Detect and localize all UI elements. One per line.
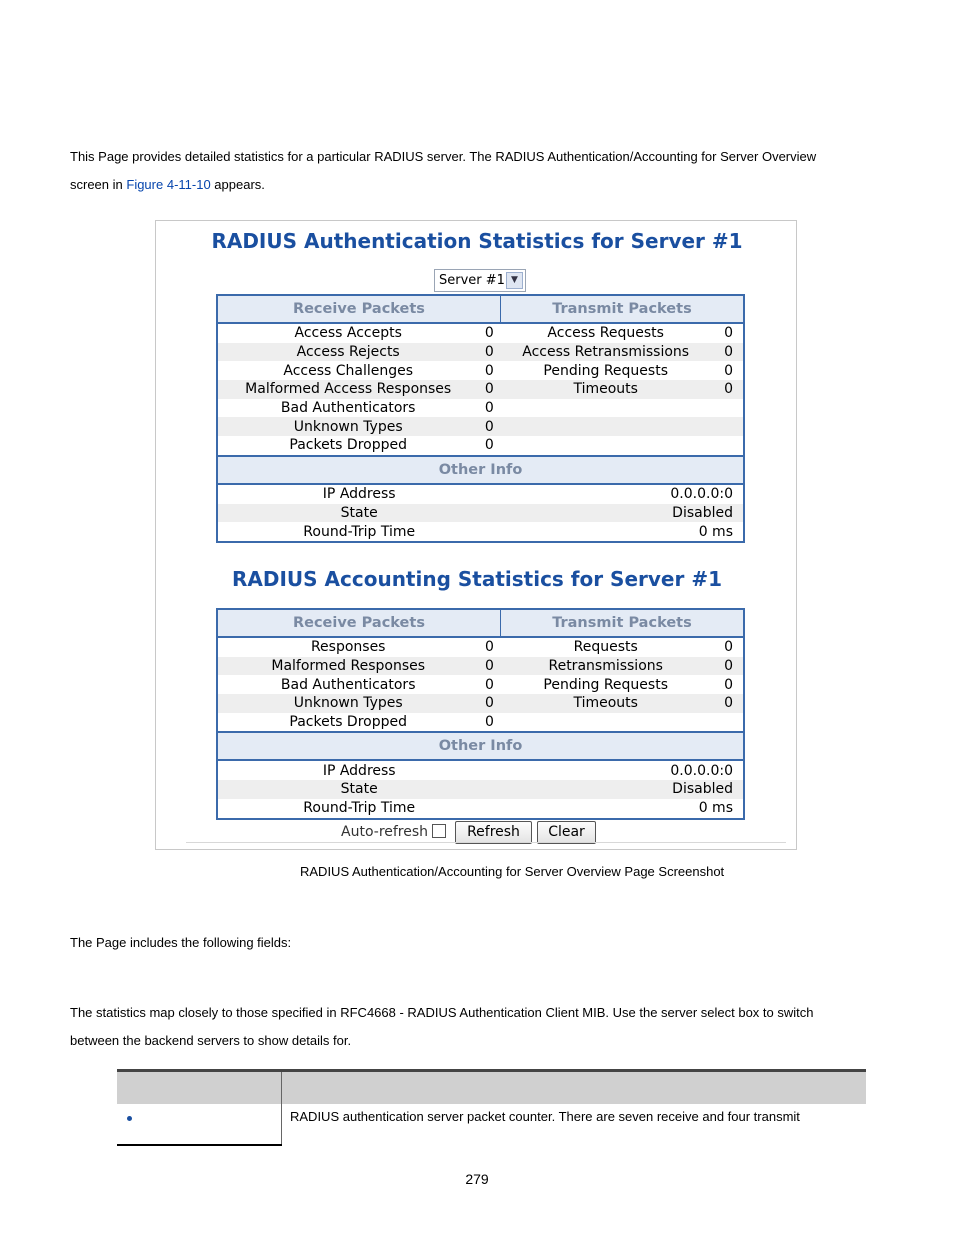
tx-label: Timeouts bbox=[500, 694, 711, 713]
auto-refresh-label: Auto-refresh bbox=[341, 824, 429, 840]
rx-value: 0 bbox=[478, 694, 500, 713]
stats-row bbox=[217, 713, 744, 733]
info-value: Disabled bbox=[500, 780, 744, 799]
chevron-down-icon[interactable]: ▼ bbox=[506, 272, 523, 289]
stats-row bbox=[217, 694, 744, 713]
rx-label: Bad Authenticators bbox=[217, 399, 478, 418]
intro-line-2-suffix: appears. bbox=[210, 177, 265, 192]
tx-value: 0 bbox=[711, 323, 744, 343]
fields-table-row-description: RADIUS authentication server packet counter. There are seven receive and four transmit bbox=[282, 1104, 867, 1145]
tx-label: Access Requests bbox=[500, 323, 711, 343]
fields-table-header-description bbox=[282, 1071, 867, 1105]
figure-link[interactable]: Figure 4-11-10 bbox=[126, 177, 211, 192]
tx-label: Retransmissions bbox=[500, 657, 711, 676]
clear-button[interactable]: Clear bbox=[537, 821, 596, 844]
tx-value: 0 bbox=[711, 343, 744, 362]
bullet-icon bbox=[127, 1116, 132, 1121]
tx-value bbox=[711, 436, 744, 456]
figure-caption: RADIUS Authentication/Accounting for Server Overview Page Screenshot bbox=[300, 864, 725, 879]
tx-label: Timeouts bbox=[500, 380, 711, 399]
stats-para-line-2: between the backend servers to show details for. bbox=[70, 1033, 352, 1048]
stats-row bbox=[217, 323, 744, 343]
info-label: Round-Trip Time bbox=[217, 799, 500, 819]
tx-label: Access Retransmissions bbox=[500, 343, 711, 362]
tx-label bbox=[500, 713, 711, 733]
tx-value: 0 bbox=[711, 637, 744, 657]
tx-value bbox=[711, 399, 744, 418]
rx-value: 0 bbox=[478, 637, 500, 657]
info-row bbox=[217, 780, 744, 799]
rx-value: 0 bbox=[478, 417, 500, 436]
info-label: IP Address bbox=[217, 484, 500, 504]
auth-receive-header: Receive Packets bbox=[217, 295, 500, 323]
rx-label: Unknown Types bbox=[217, 694, 478, 713]
rx-label: Bad Authenticators bbox=[217, 675, 478, 694]
info-label: State bbox=[217, 504, 500, 523]
info-row bbox=[217, 799, 744, 819]
tx-label bbox=[500, 399, 711, 418]
rx-label: Packets Dropped bbox=[217, 436, 478, 456]
rx-label: Packets Dropped bbox=[217, 713, 478, 733]
other-info-header: Other Info bbox=[217, 456, 744, 484]
tx-value bbox=[711, 417, 744, 436]
fields-table-row-object bbox=[117, 1104, 282, 1145]
rx-value: 0 bbox=[478, 399, 500, 418]
tx-value: 0 bbox=[711, 694, 744, 713]
refresh-button[interactable]: Refresh bbox=[455, 821, 532, 844]
server-select-value: Server #1 bbox=[439, 273, 505, 288]
intro-line-2-prefix: screen in bbox=[70, 177, 127, 192]
intro-line-2 bbox=[70, 171, 265, 199]
info-value: 0.0.0.0:0 bbox=[500, 484, 744, 504]
auth-title: RADIUS Authentication Statistics for Server #1 bbox=[211, 229, 743, 253]
tx-label: Requests bbox=[500, 637, 711, 657]
info-value: 0.0.0.0:0 bbox=[500, 760, 744, 780]
acct-transmit-header: Transmit Packets bbox=[500, 609, 744, 637]
rx-value: 0 bbox=[478, 380, 500, 399]
rx-value: 0 bbox=[478, 675, 500, 694]
tx-value: 0 bbox=[711, 675, 744, 694]
tx-value: 0 bbox=[711, 361, 744, 380]
rx-value: 0 bbox=[478, 343, 500, 362]
info-row bbox=[217, 504, 744, 523]
info-label: IP Address bbox=[217, 760, 500, 780]
rx-label: Unknown Types bbox=[217, 417, 478, 436]
server-select[interactable] bbox=[434, 269, 526, 292]
info-label: State bbox=[217, 780, 500, 799]
stats-row bbox=[217, 657, 744, 676]
stats-row bbox=[217, 436, 744, 456]
stats-row bbox=[217, 380, 744, 399]
stats-row bbox=[217, 361, 744, 380]
acct-stats-table bbox=[216, 608, 745, 820]
panel-divider bbox=[186, 842, 786, 843]
info-label: Round-Trip Time bbox=[217, 522, 500, 542]
rx-label: Access Accepts bbox=[217, 323, 478, 343]
rx-label: Access Challenges bbox=[217, 361, 478, 380]
rx-label: Malformed Access Responses bbox=[217, 380, 478, 399]
info-value: 0 ms bbox=[500, 799, 744, 819]
auth-transmit-header: Transmit Packets bbox=[500, 295, 744, 323]
stats-row bbox=[217, 675, 744, 694]
auth-stats-table bbox=[216, 294, 745, 543]
rx-label: Access Rejects bbox=[217, 343, 478, 362]
fields-table bbox=[117, 1069, 866, 1146]
intro-line-1: This Page provides detailed statistics for a particular RADIUS server. The RADIUS Authentication/Accounting for Server Overview bbox=[70, 149, 817, 164]
rx-label: Malformed Responses bbox=[217, 657, 478, 676]
tx-label: Pending Requests bbox=[500, 675, 711, 694]
stats-para-line-1: The statistics map closely to those specified in RFC4668 - RADIUS Authentication Client MIB. Use the server select box to switch bbox=[70, 1005, 814, 1020]
fields-table-header-object bbox=[117, 1071, 282, 1105]
rx-label: Responses bbox=[217, 637, 478, 657]
rx-value: 0 bbox=[478, 657, 500, 676]
info-row bbox=[217, 484, 744, 504]
rx-value: 0 bbox=[478, 713, 500, 733]
stats-row bbox=[217, 399, 744, 418]
tx-label: Pending Requests bbox=[500, 361, 711, 380]
rx-value: 0 bbox=[478, 436, 500, 456]
page-number: 279 bbox=[465, 1171, 489, 1187]
acct-receive-header: Receive Packets bbox=[217, 609, 500, 637]
other-info-header: Other Info bbox=[217, 732, 744, 760]
tx-value: 0 bbox=[711, 657, 744, 676]
tx-label bbox=[500, 417, 711, 436]
info-row bbox=[217, 760, 744, 780]
tx-value bbox=[711, 713, 744, 733]
auto-refresh-checkbox[interactable] bbox=[432, 824, 446, 838]
info-value: 0 ms bbox=[500, 522, 744, 542]
fields-intro: The Page includes the following fields: bbox=[70, 935, 292, 950]
info-value: Disabled bbox=[500, 504, 744, 523]
rx-value: 0 bbox=[478, 361, 500, 380]
info-row bbox=[217, 522, 744, 542]
acct-title: RADIUS Accounting Statistics for Server #1 bbox=[232, 567, 722, 591]
tx-label bbox=[500, 436, 711, 456]
stats-row bbox=[217, 417, 744, 436]
rx-value: 0 bbox=[478, 323, 500, 343]
tx-value: 0 bbox=[711, 380, 744, 399]
screenshot-panel bbox=[155, 220, 797, 850]
stats-row bbox=[217, 637, 744, 657]
stats-row bbox=[217, 343, 744, 362]
